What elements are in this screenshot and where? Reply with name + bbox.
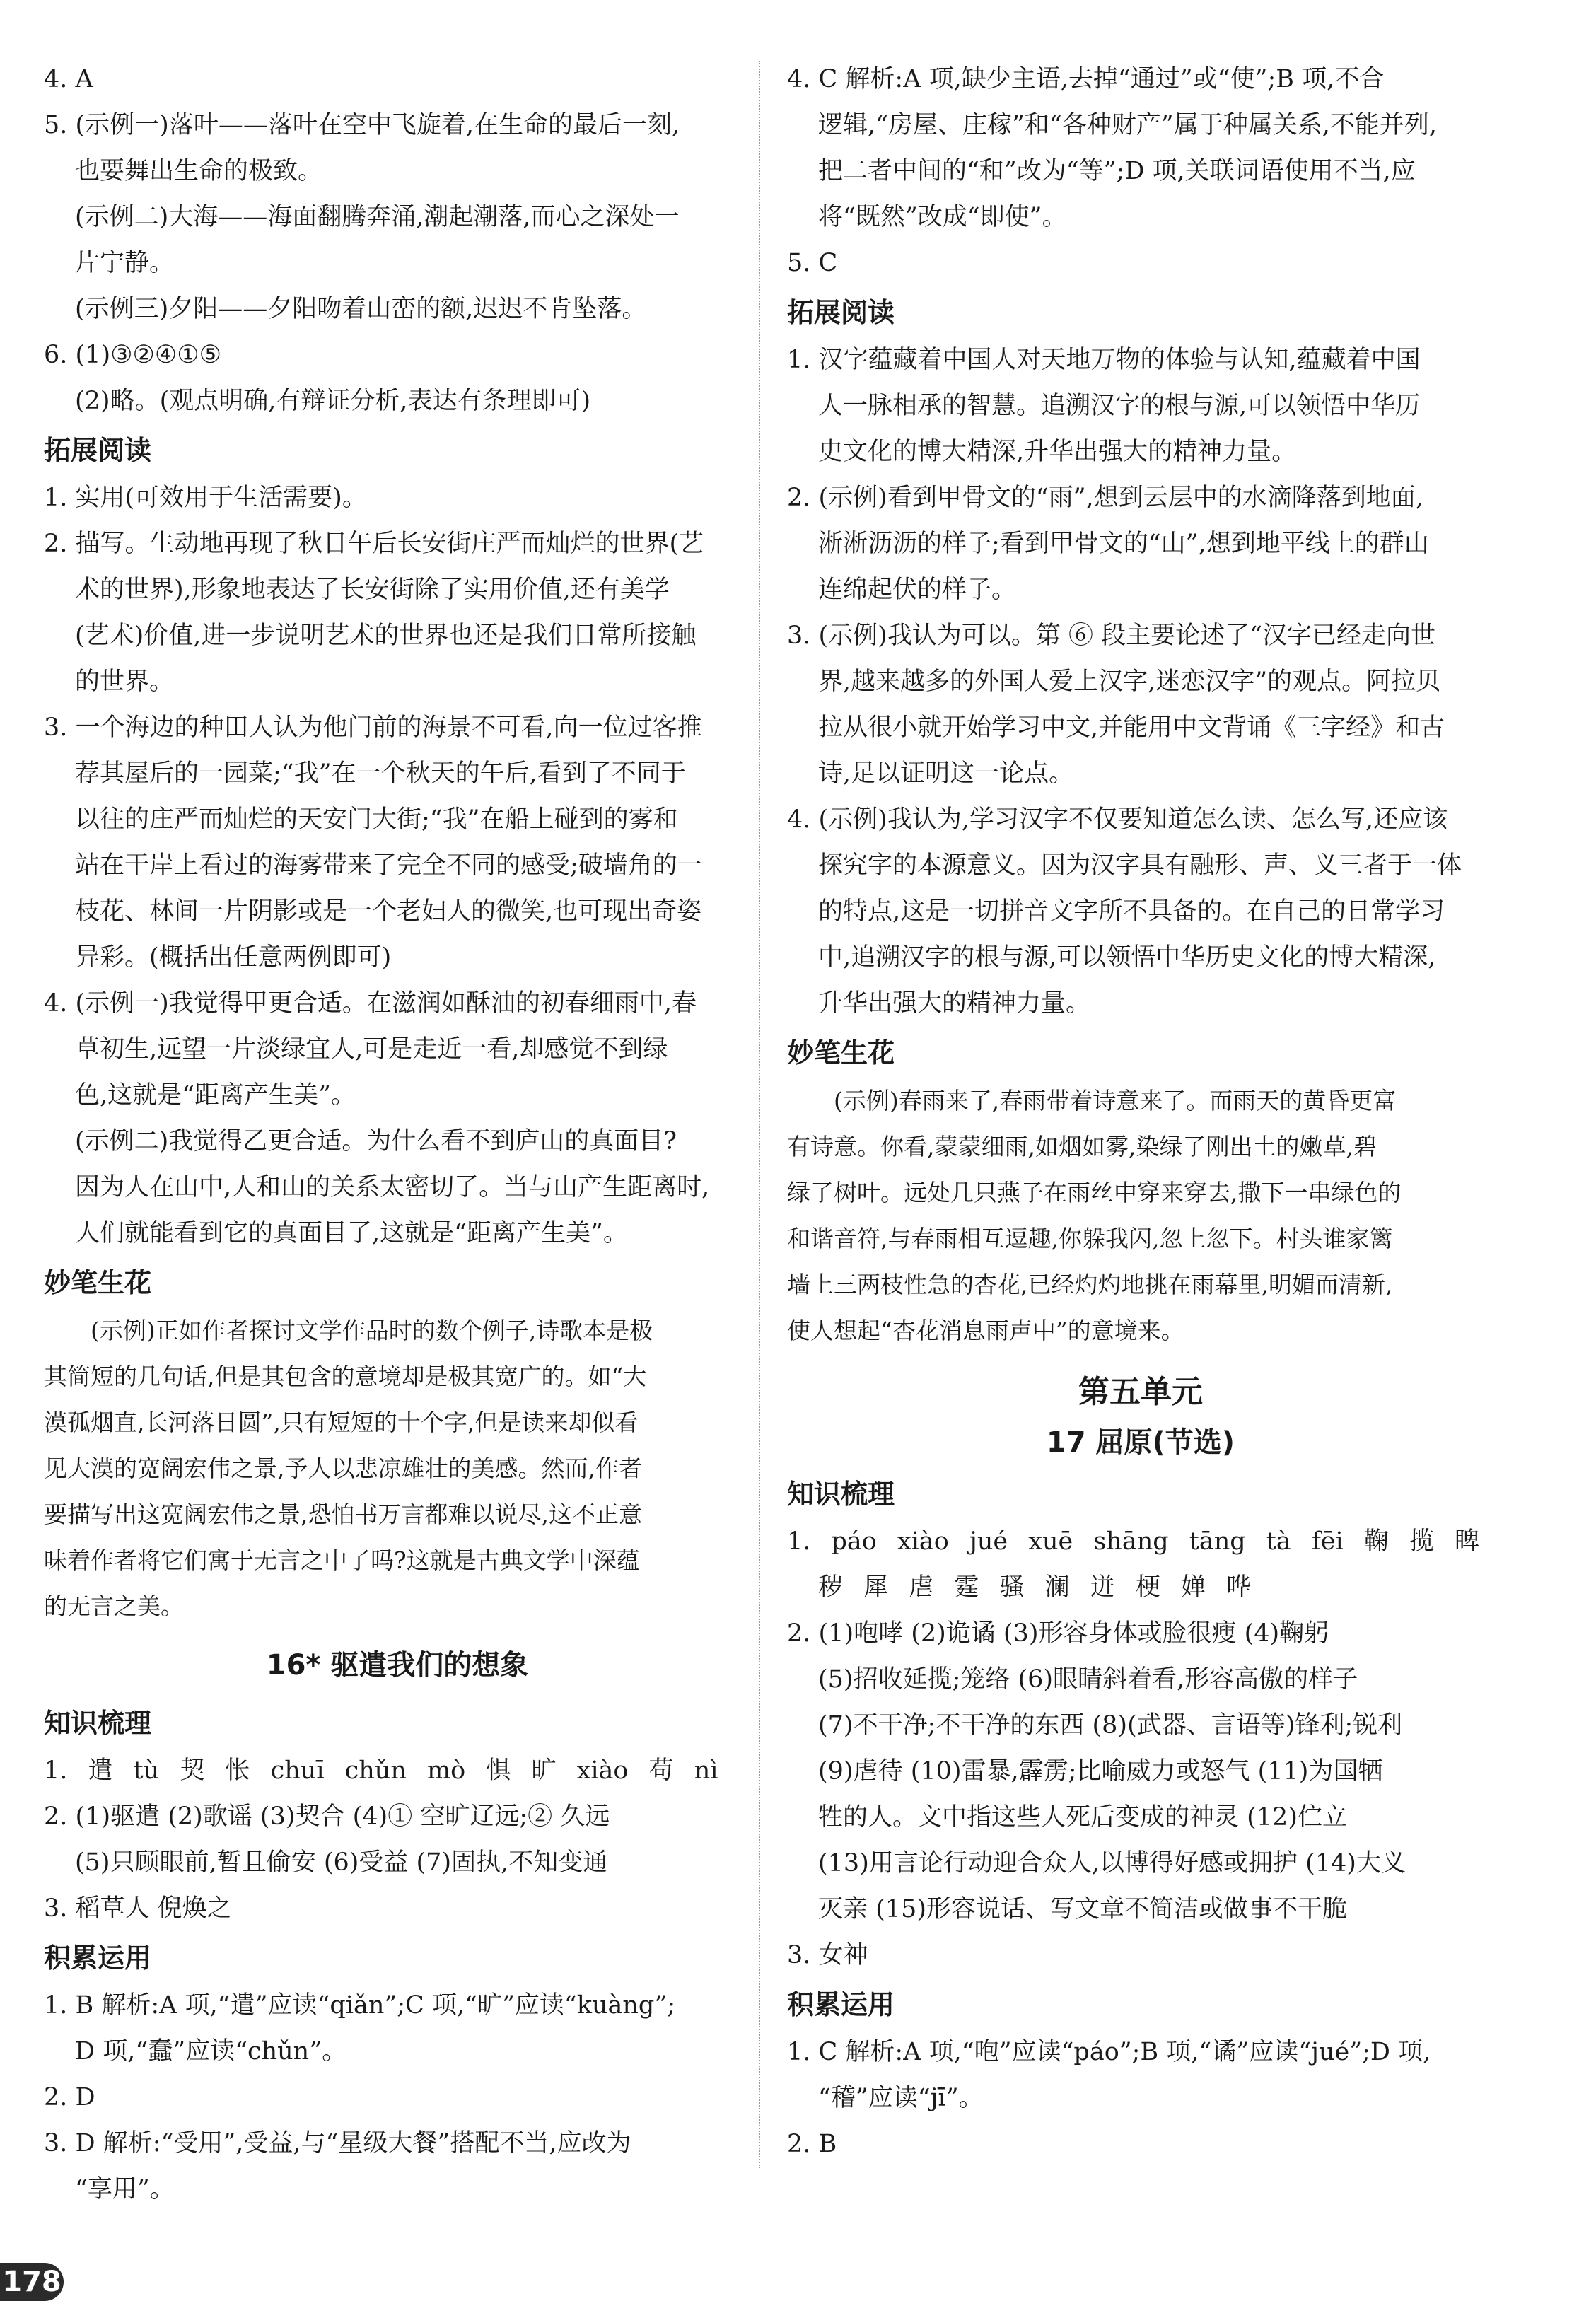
answer-line: 4. (示例)我认为,学习汉字不仅要知道怎么读、怎么写,还应该 (787, 805, 1448, 834)
practice-answers (787, 2029, 1494, 2167)
section-heading-practice: 积累运用 (44, 1942, 152, 1974)
answer-line: 站在干岸上看过的海雾带来了完全不同的感受;破墙角的一 (75, 851, 702, 880)
answer-line: 2. B (787, 2130, 837, 2158)
answer-line: 3. 女神 (787, 1941, 868, 1969)
answer-line: 4. C 解析:A 项,缺少主语,去掉“通过”或“使”;B 项,不合 (787, 65, 1385, 93)
practice-answers (44, 1983, 751, 2213)
extended-reading-answers (787, 337, 1494, 1027)
answer-line: (7)不干净;不干净的东西 (8)(武器、言语等)锋利;锐利 (818, 1711, 1403, 1740)
answer-line: 史文化的博大精深,升华出强大的精神力量。 (818, 438, 1297, 466)
writing-line: 有诗意。你看,蒙蒙细雨,如烟如雾,染绿了刚出土的嫩草,碧 (787, 1133, 1377, 1160)
answer-line: 牲的人。文中指这些人死后变成的神灵 (12)伫立 (818, 1803, 1347, 1831)
extended-reading-answers (44, 475, 751, 1257)
answer-line: 枝花、林间一片阴影或是一个老妇人的微笑,也可现出奇姿 (75, 897, 702, 926)
section-heading-writing: 妙笔生花 (44, 1267, 152, 1298)
answer-line: (2)略。(观点明确,有辩证分析,表达有条理即可) (75, 387, 591, 415)
answer-line: 将“既然”改成“即使”。 (818, 203, 1067, 231)
answer-line: 逻辑,“房屋、庄稼”和“各种财产”属于种属关系,不能并列, (818, 111, 1437, 139)
answer-line: 3. 一个海边的种田人认为他门前的海景不可看,向一位过客推 (44, 713, 702, 742)
writing-line: 其简短的几句话,但是其包含的意境却是极其宽广的。如“大 (44, 1363, 647, 1390)
writing-line: 使人想起“杏花消息雨声中”的意境来。 (787, 1317, 1184, 1344)
answer-line: (9)虐待 (10)雷暴,霹雳;比喻威力或怒气 (11)为国牺 (818, 1757, 1383, 1786)
left-column (44, 57, 751, 2213)
answer-line: 1. C 解析:A 项,“咆”应读“páo”;B 项,“谲”应读“jué”;D 项, (787, 2038, 1431, 2066)
lesson-title-16: 16* 驱遣我们的想象 (266, 1649, 529, 1682)
writing-line: 见大漠的宽阔宏伟之景,予人以悲凉雄壮的美感。然而,作者 (44, 1455, 642, 1482)
answer-line: 术的世界),形象地表达了长安街除了实用价值,还有美学 (75, 576, 670, 604)
writing-line: 墙上三两枝性急的杏花,已经灼灼地挑在雨幕里,明媚而清新, (787, 1271, 1393, 1298)
answer-line: 诗,足以证明这一论点。 (818, 759, 1074, 788)
writing-line: 和谐音符,与春雨相互逗趣,你躲我闪,忽上忽下。村头谁家篱 (787, 1225, 1393, 1252)
column-divider (759, 61, 760, 2168)
answer-line: 因为人在山中,人和山的关系太密切了。当与山产生距离时, (75, 1173, 710, 1201)
answer-line: (13)用言论行动迎合众人,以博得好感或拥护 (14)大义 (818, 1849, 1406, 1877)
section-heading-knowledge: 知识梳理 (44, 1708, 152, 1739)
answer-line: 5. (示例一)落叶——落叶在空中飞旋着,在生命的最后一刻, (44, 111, 680, 139)
answer-line: (示例二)大海——海面翻腾奔涌,潮起潮落,而心之深处一 (75, 203, 680, 231)
answer-line: 1. 实用(可效用于生活需要)。 (44, 484, 367, 512)
section-heading-knowledge: 知识梳理 (787, 1479, 895, 1510)
answer-line: 也要舞出生命的极致。 (75, 157, 323, 185)
answer-line: (艺术)价值,进一步说明艺术的世界也还是我们日常所接触 (75, 622, 697, 650)
answer-line: (5)只顾眼前,暂且偷安 (6)受益 (7)固执,不知变通 (75, 1848, 608, 1877)
page-number: 178 (0, 2263, 64, 2301)
answer-line: 草初生,远望一片淡绿宜人,可是走近一看,却感觉不到绿 (75, 1035, 668, 1064)
answer-line: 秽 犀 虐 霆 骚 澜 迸 梗 婵 哗 (818, 1573, 1252, 1602)
writing-line: (示例)春雨来了,春雨带着诗意来了。而雨天的黄昏更富 (834, 1087, 1397, 1114)
answer-line: 淅淅沥沥的样子;看到甲骨文的“山”,想到地平线上的群山 (818, 530, 1429, 558)
answer-line: D 项,“蠢”应读“chǔn”。 (75, 2037, 347, 2066)
section-heading-practice: 积累运用 (787, 1989, 895, 2020)
answer-line: 荐其屋后的一园菜;“我”在一个秋天的午后,看到了不同于 (75, 759, 686, 788)
answer-line: 2. (1)咆哮 (2)诡谲 (3)形容身体或脸很瘦 (4)鞠躬 (787, 1619, 1329, 1648)
right-column (787, 57, 1494, 2167)
answer-line: 的世界。 (75, 668, 175, 696)
answer-line: 的特点,这是一切拼音文字所不具备的。在自己的日常学习 (818, 897, 1445, 926)
answer-line: 2. D (44, 2083, 95, 2111)
answer-line: (示例三)夕阳——夕阳吻着山峦的额,迟迟不肯坠落。 (75, 295, 647, 323)
answer-line: 1. 遣 tù 契 怅 chuī chǔn mò 惧 旷 xiào 苟 nì (44, 1757, 718, 1785)
answer-line: 1. páo xiào jué xuē shāng tāng tà fēi 鞠 揽 睥 (787, 1527, 1480, 1556)
answer-line: 1. 汉字蕴藏着中国人对天地万物的体验与认知,蕴藏着中国 (787, 346, 1421, 374)
answer-line: 2. (示例)看到甲骨文的“雨”,想到云层中的水滴降落到地面, (787, 484, 1423, 512)
answer-line: 3. (示例)我认为可以。第 ⑥ 段主要论述了“汉字已经走向世 (787, 622, 1435, 650)
answers-15-tail (44, 57, 751, 424)
writing-line: 的无言之美。 (44, 1592, 184, 1620)
answer-line: “稽”应读“jī”。 (818, 2084, 984, 2112)
writing-sample (787, 1078, 1494, 1353)
answer-line: 1. B 解析:A 项,“遣”应读“qiǎn”;C 项,“旷”应读“kuàng”; (44, 1991, 676, 2020)
answer-line: 5. C (787, 249, 838, 277)
writing-line: 绿了树叶。远处几只燕子在雨丝中穿来穿去,撒下一串绿色的 (787, 1179, 1402, 1206)
answer-line: 2. (1)驱遣 (2)歌谣 (3)契合 (4)① 空旷辽远;② 久远 (44, 1802, 610, 1831)
answers-16-tail (787, 57, 1494, 286)
section-heading-writing: 妙笔生花 (787, 1037, 895, 1068)
knowledge-answers (44, 1748, 751, 1932)
knowledge-answers (787, 1519, 1494, 1979)
answer-line: 把二者中间的“和”改为“等”;D 项,关联词语使用不当,应 (818, 157, 1416, 185)
answer-line: 人们就能看到它的真面目了,这就是“距离产生美”。 (75, 1219, 628, 1247)
answer-line: 拉从很小就开始学习中文,并能用中文背诵《三字经》和古 (818, 713, 1445, 742)
answer-line: 4. A (44, 65, 93, 93)
lesson-title-17: 17 屈原(节选) (1046, 1426, 1235, 1459)
answer-line: 人一脉相承的智慧。追溯汉字的根与源,可以领悟中华历 (818, 392, 1421, 420)
answer-line: 灭亲 (15)形容说话、写文章不简洁或做事不干脆 (818, 1895, 1347, 1923)
answer-line: “享用”。 (75, 2175, 175, 2203)
answer-line: (5)招收延揽;笼络 (6)眼睛斜着看,形容高傲的样子 (818, 1665, 1358, 1694)
answer-line: 3. 稻草人 倪焕之 (44, 1894, 232, 1923)
answer-line: 连绵起伏的样子。 (818, 576, 1017, 604)
answer-line: 2. 描写。生动地再现了秋日午后长安街庄严而灿烂的世界(艺 (44, 530, 704, 558)
answer-line: 中,追溯汉字的根与源,可以领悟中华历史文化的博大精深, (818, 943, 1436, 972)
answer-line: (示例二)我觉得乙更合适。为什么看不到庐山的真面目? (75, 1127, 677, 1155)
answer-line: 4. (示例一)我觉得甲更合适。在滋润如酥油的初春细雨中,春 (44, 989, 697, 1018)
unit-title: 第五单元 (1078, 1374, 1203, 1410)
answer-line: 探究字的本源意义。因为汉字具有融形、声、义三者于一体 (818, 851, 1462, 880)
section-heading-extended-reading: 拓展阅读 (44, 435, 152, 466)
answer-line: 3. D 解析:“受用”,受益,与“星级大餐”搭配不当,应改为 (44, 2129, 631, 2157)
section-heading-extended-reading: 拓展阅读 (787, 297, 895, 328)
answer-line: 片宁静。 (75, 249, 175, 277)
answer-line: 升华出强大的精神力量。 (818, 989, 1091, 1018)
answer-line: 色,这就是“距离产生美”。 (75, 1081, 356, 1109)
writing-line: 味着作者将它们寓于无言之中了吗?这就是古典文学中深蕴 (44, 1546, 640, 1574)
answer-line: 界,越来越多的外国人爱上汉字,迷恋汉字”的观点。阿拉贝 (818, 668, 1441, 696)
writing-line: 漠孤烟直,长河落日圆”,只有短短的十个字,但是读来却似看 (44, 1409, 639, 1436)
answer-line: 6. (1)③②④①⑤ (44, 341, 221, 369)
writing-line: 要描写出这宽阔宏伟之景,恐怕书万言都难以说尽,这不正意 (44, 1501, 642, 1528)
answer-line: 以往的庄严而灿烂的天安门大街;“我”在船上碰到的雾和 (75, 805, 678, 834)
writing-sample (44, 1307, 751, 1629)
answer-line: 异彩。(概括出任意两例即可) (75, 943, 392, 972)
writing-line: (示例)正如作者探讨文学作品时的数个例子,诗歌本是极 (91, 1317, 653, 1344)
